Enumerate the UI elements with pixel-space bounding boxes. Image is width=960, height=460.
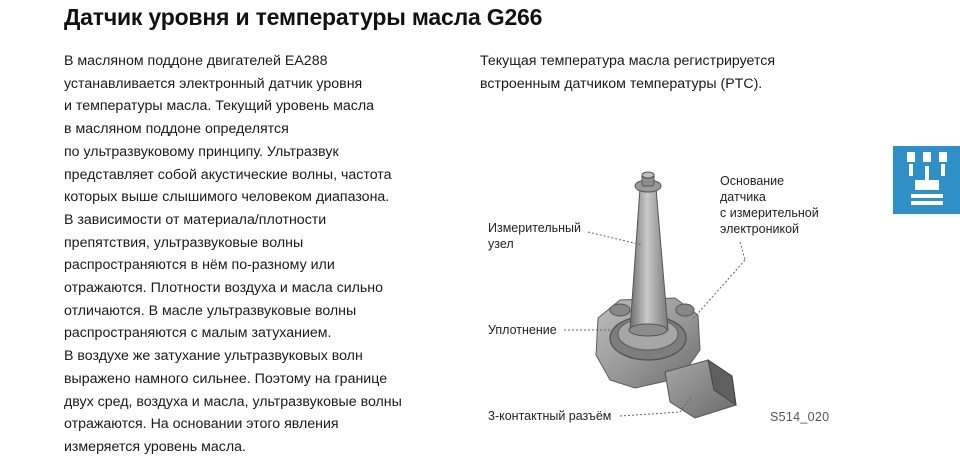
- text-line: встроенным датчиком температуры (PTC).: [480, 75, 763, 92]
- text-line: В зависимости от материала/плотности: [64, 211, 327, 228]
- text-line: выражено намного сильнее. Поэтому на границе: [64, 370, 388, 387]
- label-line: датчика: [720, 190, 766, 204]
- text-line: и температуры масла. Текущий уровень масла: [64, 98, 375, 115]
- text-line: распространяются с малым затуханием.: [64, 325, 332, 342]
- label-line: узел: [488, 237, 514, 251]
- text-line: отличаются. В масле ультразвуковые волны: [64, 302, 357, 319]
- label-sensor-base: [720, 173, 819, 237]
- text-line: Текущая температура масла регистрируется: [480, 53, 776, 69]
- text-line: которых выше слышимого человеком диапазона.: [64, 189, 390, 206]
- text-line: распространяются в нём по-разному или: [64, 257, 335, 274]
- text-line: двух сред, воздуха и масла, ультразвуковые волны: [64, 393, 402, 410]
- figure-id: S514_020: [770, 410, 830, 424]
- label-line: электроникой: [720, 222, 800, 236]
- text-line: отражаются. Плотности воздуха и масла сильно: [64, 280, 384, 297]
- description-right: [480, 50, 810, 95]
- engine-piston-icon: [893, 146, 960, 214]
- label-line: Уплотнение: [488, 323, 557, 337]
- label-measuring-unit: [488, 220, 581, 252]
- text-line: представляет собой акустические волны, частота: [64, 166, 392, 183]
- label-line: Измерительный: [488, 221, 581, 235]
- label-seal: [488, 322, 557, 338]
- text-line: измеряется уровень масла.: [64, 438, 246, 455]
- sensor-stem: [629, 172, 668, 336]
- label-line: с измерительной: [720, 206, 819, 220]
- text-line: устанавливается электронный датчик уровня: [64, 75, 363, 92]
- label-connector: [488, 408, 611, 424]
- text-line: В масляном поддоне двигателей ЕА288: [64, 53, 328, 69]
- page-title: Датчик уровня и температуры масла G266: [64, 4, 543, 30]
- sensor-figure: [470, 150, 870, 440]
- text-line: по ультразвуковому принципу. Ультразвук: [64, 143, 339, 160]
- text-line: препятствия, ультразвуковые волны: [64, 234, 304, 251]
- label-line: 3-контактный разъём: [488, 409, 612, 423]
- side-tab[interactable]: [893, 146, 960, 214]
- sensor-connector: [665, 360, 736, 418]
- text-line: отражаются. На основании этого явления: [64, 416, 339, 433]
- label-line: Основание: [720, 174, 785, 188]
- description-left: [64, 50, 444, 459]
- text-line: В воздухе же затухание ультразвуковых волн: [64, 348, 363, 365]
- text-line: в масляном поддоне определятся: [64, 121, 289, 138]
